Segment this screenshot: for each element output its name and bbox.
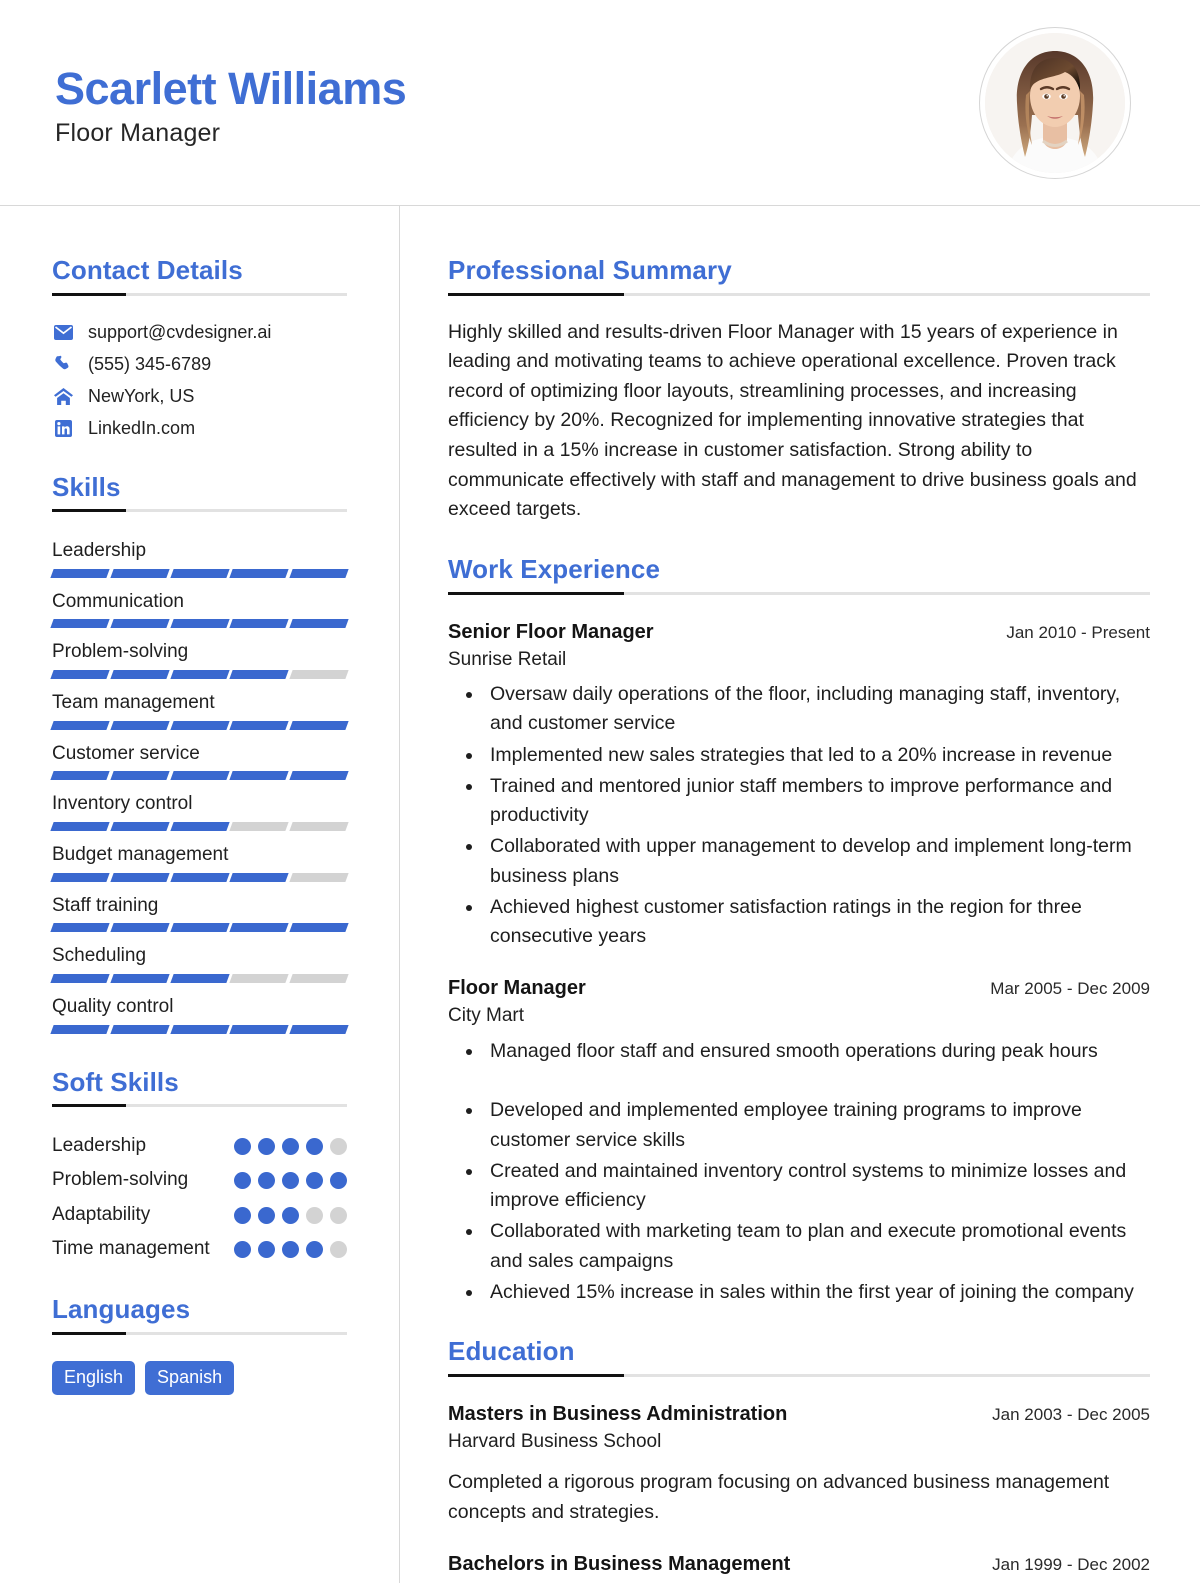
skill-segment — [110, 1025, 169, 1034]
skill-segment — [110, 923, 169, 932]
soft-skill-item — [52, 1167, 347, 1192]
skill-segment — [230, 923, 289, 932]
soft-skill-rating — [234, 1202, 347, 1224]
job-position-title: Floor Manager — [448, 977, 586, 1000]
resume-header — [0, 0, 1200, 206]
list-item: • Achieved highest customer satisfaction ratings in the region for three consecutive years — [484, 893, 1150, 952]
section-professional-summary — [448, 256, 1150, 525]
rating-dot — [330, 1172, 347, 1189]
section-rule — [448, 293, 1150, 296]
rating-dot — [282, 1207, 299, 1224]
skill-segment — [110, 873, 169, 882]
skill-segment — [50, 569, 109, 578]
skill-level-bar — [52, 619, 347, 628]
skill-segment — [50, 873, 109, 882]
skill-segment — [230, 873, 289, 882]
degree-title: Masters in Business Administration — [448, 1402, 788, 1425]
skill-label: Leadership — [52, 540, 147, 562]
home-icon — [52, 386, 74, 406]
main-content — [400, 206, 1200, 1583]
skill-label: Communication — [52, 590, 184, 612]
skill-label: Staff training — [52, 894, 159, 916]
section-heading: Skills — [52, 471, 121, 502]
rating-dot — [282, 1172, 299, 1189]
skill-item — [52, 943, 347, 983]
language-chip[interactable]: English — [52, 1361, 135, 1396]
skill-item — [52, 690, 347, 730]
job-title: Floor Manager — [55, 119, 221, 148]
responsibility-list — [448, 680, 1150, 951]
skill-label: Budget management — [52, 844, 229, 866]
skill-segment — [110, 670, 169, 679]
language-chips — [52, 1361, 347, 1396]
list-item: • Implemented new sales strategies that led to a 20% increase in revenue — [484, 741, 1150, 770]
section-heading: Soft Skills — [52, 1066, 179, 1097]
envelope-icon — [52, 322, 74, 342]
soft-skill-label: Problem-solving — [52, 1169, 189, 1191]
rating-dot — [234, 1172, 251, 1189]
skill-segment — [230, 822, 289, 831]
skill-label: Customer service — [52, 742, 200, 764]
degree-title: Bachelors in Business Management — [448, 1552, 791, 1575]
identity-block — [55, 57, 406, 149]
phone-icon — [52, 354, 74, 374]
list-item: • Trained and mentored junior staff members to improve performance and productivity — [484, 772, 1150, 831]
skill-segment — [50, 1025, 109, 1034]
soft-skill-label: Adaptability — [52, 1203, 151, 1225]
skill-segment — [110, 619, 169, 628]
skill-segment — [50, 670, 109, 679]
skill-segment — [290, 721, 349, 730]
section-rule — [52, 509, 347, 512]
skill-segment — [110, 974, 169, 983]
skill-label: Quality control — [52, 995, 174, 1017]
rating-dot — [282, 1241, 299, 1258]
skill-label: Problem-solving — [52, 641, 189, 663]
skill-segment — [230, 569, 289, 578]
skill-level-bar — [52, 721, 347, 730]
skill-segment — [50, 619, 109, 628]
education-date-range: Jan 1999 - Dec 2002 — [992, 1554, 1150, 1574]
list-item: • Collaborated with upper management to develop and implement long-term business plans — [484, 832, 1150, 891]
skill-segment — [170, 1025, 229, 1034]
section-rule — [448, 1374, 1150, 1377]
contact-value-email: support@cvdesigner.ai — [88, 321, 272, 342]
job-position-title: Senior Floor Manager — [448, 620, 654, 643]
skill-segment — [110, 721, 169, 730]
soft-skill-label: Time management — [52, 1237, 210, 1259]
skill-segment — [110, 569, 169, 578]
job-date-range: Jan 2010 - Present — [1006, 622, 1150, 642]
rating-dot — [306, 1241, 323, 1258]
skill-item — [52, 639, 347, 679]
profile-photo — [985, 33, 1125, 173]
section-languages — [52, 1295, 347, 1395]
entry-header — [448, 1401, 1150, 1427]
list-item: • Managed floor staff and ensured smooth operations during peak hours — [484, 1037, 1150, 1066]
rating-dot — [258, 1172, 275, 1189]
work-entries — [448, 619, 1150, 1308]
section-work-experience — [448, 555, 1150, 1307]
skill-item — [52, 791, 347, 831]
section-rule — [52, 293, 347, 296]
skill-segment — [230, 771, 289, 780]
list-item: • Developed and implemented employee training programs to improve customer service skills — [484, 1096, 1150, 1155]
skill-segment — [170, 721, 229, 730]
section-rule — [52, 1104, 347, 1107]
skill-label: Team management — [52, 692, 215, 714]
soft-skill-label: Leadership — [52, 1135, 147, 1157]
rating-dot — [282, 1138, 299, 1155]
skill-segment — [170, 619, 229, 628]
rating-dot — [306, 1207, 323, 1224]
skill-level-bar — [52, 569, 347, 578]
skill-segment — [290, 670, 349, 679]
section-rule — [448, 592, 1150, 595]
rating-dot — [258, 1207, 275, 1224]
summary-text: Highly skilled and results-driven Floor Manager with 15 years of experience in leading and motivating teams to achieve operational excellence. Proven track record of optimizing floor layouts, streamlining processes, and increasing efficiency by 20%. Recognized for implementing innovative strategies that resulted in a 15% increase in customer satisfaction. Strong ability to communicate effectively with staff and management to drive business goals and exceed targets. — [448, 320, 1137, 521]
skill-segment — [290, 822, 349, 831]
rating-dot — [258, 1241, 275, 1258]
skills-list — [52, 538, 347, 1033]
skill-segment — [290, 771, 349, 780]
rating-dot — [258, 1138, 275, 1155]
soft-skills-list — [52, 1133, 347, 1261]
skill-segment — [50, 721, 109, 730]
skill-segment — [290, 569, 349, 578]
contact-item-phone[interactable] — [52, 354, 347, 375]
skill-segment — [50, 974, 109, 983]
skill-segment — [170, 569, 229, 578]
rating-dot — [234, 1138, 251, 1155]
section-heading: Languages — [52, 1294, 191, 1325]
rating-dot — [330, 1241, 347, 1258]
skill-label: Inventory control — [52, 793, 193, 815]
skill-item — [52, 842, 347, 882]
rating-dot — [306, 1138, 323, 1155]
skill-segment — [110, 771, 169, 780]
skill-segment — [170, 771, 229, 780]
skill-level-bar — [52, 771, 347, 780]
skill-segment — [230, 670, 289, 679]
skill-segment — [170, 670, 229, 679]
contact-value-linkedin: LinkedIn.com — [88, 417, 196, 438]
list-item: • Achieved 15% increase in sales within the first year of joining the company — [484, 1278, 1150, 1307]
skill-segment — [290, 974, 349, 983]
entry-header — [448, 619, 1150, 645]
skill-segment — [170, 974, 229, 983]
contact-item-location[interactable] — [52, 386, 347, 407]
section-rule — [52, 1332, 347, 1335]
section-soft-skills — [52, 1068, 347, 1262]
education-entry — [448, 1401, 1150, 1527]
linkedin-icon — [52, 418, 74, 438]
rating-dot — [330, 1138, 347, 1155]
work-entry — [448, 619, 1150, 952]
section-education — [448, 1337, 1150, 1577]
section-skills — [52, 473, 347, 1034]
soft-skill-rating — [234, 1133, 347, 1155]
skill-segment — [170, 923, 229, 932]
soft-skill-item — [52, 1133, 347, 1158]
skill-item — [52, 589, 347, 629]
resume-body — [0, 206, 1200, 1583]
skill-level-bar — [52, 974, 347, 983]
skill-level-bar — [52, 873, 347, 882]
skill-level-bar — [52, 822, 347, 831]
entry-header — [448, 1551, 1150, 1577]
section-heading: Education — [448, 1336, 575, 1367]
page-title: Scarlett Williams — [55, 62, 407, 114]
section-heading: Work Experience — [448, 553, 661, 584]
skill-segment — [110, 822, 169, 831]
rating-dot — [234, 1207, 251, 1224]
section-heading: Professional Summary — [448, 255, 732, 285]
section-contact-details — [52, 256, 347, 439]
skill-label: Scheduling — [52, 945, 147, 967]
soft-skill-item — [52, 1202, 347, 1227]
rating-dot — [330, 1207, 347, 1224]
skill-segment — [290, 619, 349, 628]
entry-header — [448, 975, 1150, 1001]
skill-item — [52, 994, 347, 1034]
contact-item-linkedin[interactable] — [52, 418, 347, 439]
education-description: Completed a rigorous program focusing on advanced business management concepts and strategies. — [448, 1471, 1110, 1523]
portrait-illustration — [985, 33, 1125, 173]
skill-item — [52, 741, 347, 781]
contact-value-phone: (555) 345-6789 — [88, 353, 212, 374]
job-date-range: Mar 2005 - Dec 2009 — [990, 979, 1150, 999]
skill-level-bar — [52, 923, 347, 932]
skill-segment — [230, 619, 289, 628]
skill-segment — [170, 822, 229, 831]
education-entries — [448, 1401, 1150, 1577]
soft-skill-item — [52, 1236, 347, 1261]
soft-skill-rating — [234, 1236, 347, 1258]
contact-value-location: NewYork, US — [88, 385, 195, 406]
skill-segment — [290, 1025, 349, 1034]
rating-dot — [306, 1172, 323, 1189]
skill-level-bar — [52, 670, 347, 679]
list-item: • Oversaw daily operations of the floor, including managing staff, inventory, and customer service — [484, 680, 1150, 739]
employer-name: Sunrise Retail — [448, 648, 567, 670]
avatar — [979, 27, 1131, 179]
skill-segment — [230, 974, 289, 983]
list-item: • Created and maintained inventory control systems to minimize losses and improve efficiency — [484, 1157, 1150, 1216]
soft-skill-rating — [234, 1167, 347, 1189]
skill-item — [52, 538, 347, 578]
work-entry — [448, 975, 1150, 1307]
institution-name: Harvard Business School — [448, 1430, 662, 1452]
skill-segment — [290, 873, 349, 882]
rating-dot — [234, 1241, 251, 1258]
skill-item — [52, 893, 347, 933]
contact-item-email[interactable] — [52, 322, 347, 343]
responsibility-list — [448, 1037, 1150, 1307]
employer-name: City Mart — [448, 1005, 524, 1027]
skill-segment — [50, 822, 109, 831]
skill-segment — [230, 1025, 289, 1034]
sidebar — [0, 206, 400, 1583]
list-item: • Collaborated with marketing team to plan and execute promotional events and sales campaigns — [484, 1217, 1150, 1276]
skill-segment — [50, 923, 109, 932]
skill-segment — [230, 721, 289, 730]
skill-level-bar — [52, 1025, 347, 1034]
section-heading: Contact Details — [52, 255, 243, 285]
language-chip[interactable]: Spanish — [145, 1361, 234, 1396]
education-date-range: Jan 2003 - Dec 2005 — [992, 1404, 1150, 1424]
skill-segment — [170, 873, 229, 882]
skill-segment — [50, 771, 109, 780]
skill-segment — [290, 923, 349, 932]
education-entry — [448, 1551, 1150, 1577]
